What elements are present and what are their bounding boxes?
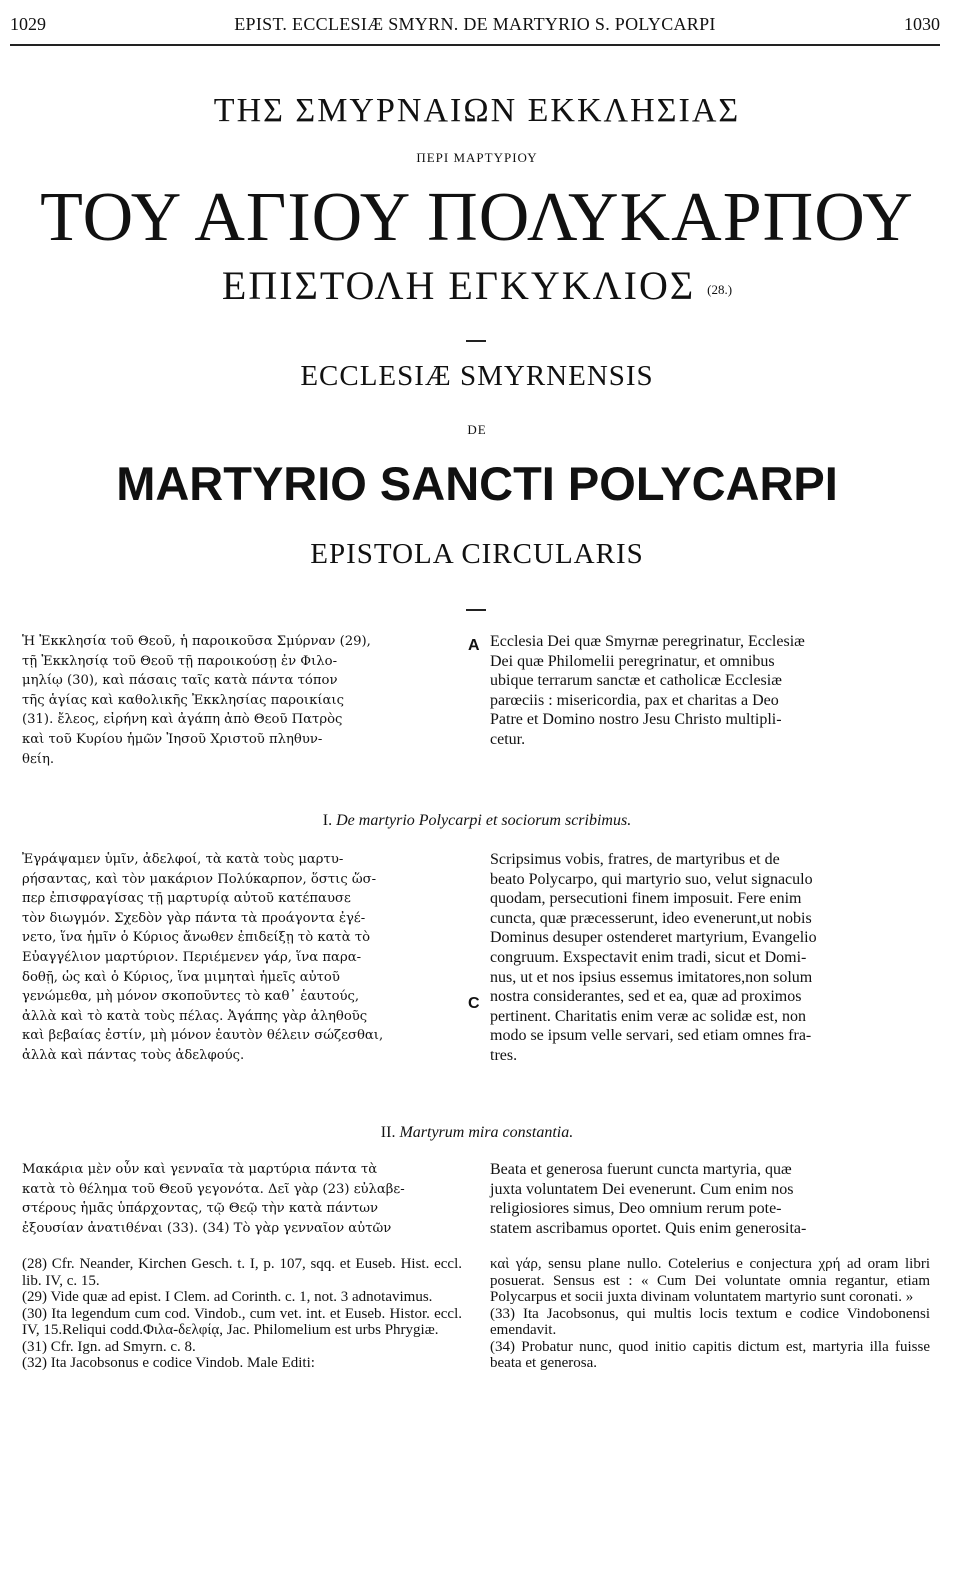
text-line: ἀλλὰ καὶ πάντας τοὺς ἀδελφούς. bbox=[22, 1047, 245, 1063]
title-note-ref: (28.) bbox=[707, 282, 733, 297]
footnotes-left bbox=[22, 1256, 462, 1372]
section-1-latin bbox=[490, 850, 930, 1066]
section-1-heading bbox=[0, 812, 954, 830]
text-line: parœciis : misericordia, pax et charitas a Deo bbox=[490, 691, 779, 709]
section-1-number: I. bbox=[322, 812, 333, 829]
text-line: congruum. Exspectavit enim tradi, sicut et Domi- bbox=[490, 948, 807, 966]
greek-title-line-4-text: ΕΠΙΣΤΟΛΗ ΕΓΚΥΚΛΙΟΣ bbox=[221, 263, 696, 308]
text-line: Εὐαγγέλιον μαρτύριον. Περιέμενεν γάρ, ἵνα παρα- bbox=[22, 949, 362, 965]
text-line: quodam, persecutioni finem imposuit. Fere enim bbox=[490, 890, 802, 908]
text-line: Scripsimus vobis, fratres, de martyribus et de bbox=[490, 851, 780, 868]
text-line: κατὰ τὸ θέλημα τοῦ Θεοῦ γεγονότα. Δεῖ γὰρ (23) εὐλαβε- bbox=[22, 1181, 405, 1197]
text-line: Ἡ Ἐκκλησία τοῦ Θεοῦ, ἡ παροικοῦσα Σμύρναν (29), bbox=[22, 634, 371, 649]
section-2-heading bbox=[0, 1124, 954, 1142]
text-line: τῇ Ἐκκλησίᾳ τοῦ Θεοῦ τῇ παροικούσῃ ἐν Φιλο- bbox=[22, 653, 338, 669]
section-2-greek bbox=[22, 1160, 467, 1238]
text-line: Beata et generosa fuerunt cuncta martyria, quæ bbox=[490, 1161, 792, 1178]
footnote: (29) Vide quæ ad epist. I Clem. ad Corinth. c. 1, not. 3 adnotavimus. bbox=[22, 1289, 433, 1305]
text-line: τὸν διωγμόν. Σχεδὸν γὰρ πάντα τὰ προάγοντα ἐγέ- bbox=[22, 910, 366, 926]
title-divider bbox=[466, 340, 486, 342]
page-number-right: 1030 bbox=[904, 14, 940, 34]
text-line: Ecclesia Dei quæ Smyrnæ peregrinatur, Ecclesiæ bbox=[490, 633, 805, 650]
section-2-latin bbox=[490, 1160, 930, 1238]
page-number-left: 1029 bbox=[10, 14, 46, 34]
running-head bbox=[10, 14, 940, 38]
text-line: γενώμεθα, μὴ μόνον σκοποῦντες τὸ καθ᾽ ἑαυτούς, bbox=[22, 989, 360, 1005]
footnote: (34) Probatur nunc, quod initio capitis dictum est, martyria illa fuisse beata et generosa. bbox=[490, 1338, 930, 1371]
section-2-number: II. bbox=[380, 1124, 396, 1141]
latin-title-line-2: DE bbox=[467, 422, 487, 437]
salutation-greek bbox=[22, 632, 467, 769]
text-line: ἐξουσίαν ἀνατιθέναι (33). (34) Τὸ γὰρ γενναῖον αὐτῶν bbox=[22, 1220, 392, 1236]
text-line: Patre et Domino nostro Jesu Christo multipli- bbox=[490, 711, 782, 729]
text-line: ἀλλὰ καὶ τὸ κατὰ τοὺς πέλας. Ἀγάπης γὰρ ἀληθοῦς bbox=[22, 1008, 368, 1024]
text-line: (31). ἔλεος, εἰρήνη καὶ ἀγάπη ἀπὸ Θεοῦ Πατρὸς bbox=[22, 712, 343, 728]
text-line: ρήσαντας, καὶ τὸν μακάριον Πολύκαρπον, ὅστις ὥσ- bbox=[22, 871, 377, 887]
text-line: nus, ut et nos ipsius essemus imitatores,non solum bbox=[490, 968, 813, 986]
section-2-title: Martyrum mira constantia. bbox=[399, 1124, 574, 1141]
section-1-greek bbox=[22, 850, 467, 1066]
text-line: cuncta, quæ præcesserunt, ideo evenerunt,ut nobis bbox=[490, 909, 812, 927]
text-line: statem ascribamus oportet. Quis enim generosita- bbox=[490, 1219, 807, 1237]
text-line: cetur. bbox=[490, 730, 526, 748]
margin-marker-c: C bbox=[468, 995, 480, 1012]
footnote: (28) Cfr. Neander, Kirchen Gesch. t. I, p. 107, sqq. et Euseb. Hist. eccl. lib. IV, c. 15. bbox=[22, 1256, 462, 1289]
text-line: modo se ipsum velle servari, sed etiam omnes fra- bbox=[490, 1027, 812, 1045]
section-1-title: De martyrio Polycarpi et sociorum scribimus. bbox=[336, 812, 632, 829]
text-line: Μακάρια μὲν οὖν καὶ γενναῖα τὰ μαρτύρια πάντα τὰ bbox=[22, 1162, 378, 1177]
greek-title-line-2: ΠΕΡΙ ΜΑΡΤΥΡΙΟΥ bbox=[416, 150, 538, 165]
text-line: nostra considerantes, sed et ea, quæ ad proximos bbox=[490, 988, 802, 1006]
salutation-latin bbox=[490, 632, 930, 750]
greek-title-line-1: ΤΗΣ ΣΜΥΡΝΑΙΩΝ ΕΚΚΛΗΣΙΑΣ bbox=[213, 92, 741, 129]
text-line: στέρους ἡμᾶς ὑπάρχοντας, τῷ Θεῷ τὴν κατὰ πάντων bbox=[22, 1201, 379, 1217]
text-line: τῆς ἁγίας καὶ καθολικῆς Ἐκκλησίας παροικίαις bbox=[22, 692, 344, 708]
text-line: pertinent. Charitatis enim veræ ac solidæ est, non bbox=[490, 1007, 806, 1025]
text-line: μηλίῳ (30), καὶ πάσαις ταῖς κατὰ πάντα τόπον bbox=[22, 673, 338, 689]
text-line: juxta voluntatem Dei evenerunt. Cum enim nos bbox=[490, 1180, 794, 1198]
footnote: (33) Ita Jacobsonus, qui multis locis textum e codice Vindobonensi emendavit. bbox=[490, 1305, 930, 1338]
text-line: καὶ βεβαίας ἐστίν, μὴ μόνον ἑαυτὸν θέλειν σώζεσθαι, bbox=[22, 1028, 384, 1044]
footnote: (32) Ita Jacobsonus e codice Vindob. Male Editi: bbox=[22, 1355, 315, 1371]
text-line: Dei quæ Philomelii peregrinatur, et omnibus bbox=[490, 652, 775, 670]
title-divider-2 bbox=[466, 609, 486, 611]
header-rule bbox=[10, 44, 940, 46]
greek-title-line-4 bbox=[0, 262, 954, 310]
text-line: religiosiores simus, Deo omnium rerum pote- bbox=[490, 1200, 782, 1218]
latin-title-line-4: EPISTOLA CIRCULARIS bbox=[310, 538, 644, 570]
text-line: beato Polycarpo, qui martyrio suo, velut signaculo bbox=[490, 870, 813, 888]
text-line: περ ἐπισφραγίσας τῇ μαρτυρίᾳ αὐτοῦ κατέπαυσε bbox=[22, 891, 351, 907]
footnote: (30) Ita legendum cum cod. Vindob., cum vet. int. et Euseb. Histor. eccl. IV, 15.Reliqui codd.Φιλα-δελφίᾳ, Jac. Philomelium est urbs Phrygiæ. bbox=[22, 1305, 462, 1338]
margin-marker-a: A bbox=[468, 637, 480, 654]
running-title: EPIST. ECCLESIÆ SMYRN. DE MARTYRIO S. POLYCARPI bbox=[234, 14, 716, 34]
text-line: νετο, ἵνα ἡμῖν ὁ Κύριος ἄνωθεν ἐπιδείξῃ τὸ κατὰ τὸ bbox=[22, 930, 371, 946]
text-line: ubique terrarum sanctæ et catholicæ Ecclesiæ bbox=[490, 672, 782, 690]
text-line: καὶ τοῦ Κυρίου ἡμῶν Ἰησοῦ Χριστοῦ πληθυν- bbox=[22, 731, 323, 747]
text-line: tres. bbox=[490, 1046, 518, 1064]
latin-title-line-1: ECCLESIÆ SMYRNENSIS bbox=[300, 360, 654, 392]
greek-title-line-3: ΤΟΥ ΑΓΙΟΥ ΠΟΛΥΚΑΡΠΟΥ bbox=[40, 179, 914, 256]
footnote: (31) Cfr. Ign. ad Smyrn. c. 8. bbox=[22, 1338, 196, 1355]
text-line: θείη. bbox=[22, 751, 55, 767]
text-line: δοθῇ, ὡς καὶ ὁ Κύριος, ἵνα μιμηταὶ ἡμεῖς αὐτοῦ bbox=[22, 969, 340, 985]
footnotes-right bbox=[490, 1256, 930, 1372]
text-line: Dominus desuper ostenderet martyrium, Evangelio bbox=[490, 929, 817, 947]
footnote: καὶ γάρ, sensu plane nullo. Cotelerius e conjectura χρή ad oram libri posuerat. Sensus est : « Cum Dei voluntate omnia regantur, etiam Polycarpus et socii juxta divinam voluntatem martyrio sunt coronati. » bbox=[490, 1256, 930, 1305]
latin-title-line-3: MARTYRIO SANCTI POLYCARPI bbox=[116, 457, 838, 510]
text-line: Ἐγράψαμεν ὑμῖν, ἀδελφοί, τὰ κατὰ τοὺς μαρτυ- bbox=[22, 852, 344, 867]
